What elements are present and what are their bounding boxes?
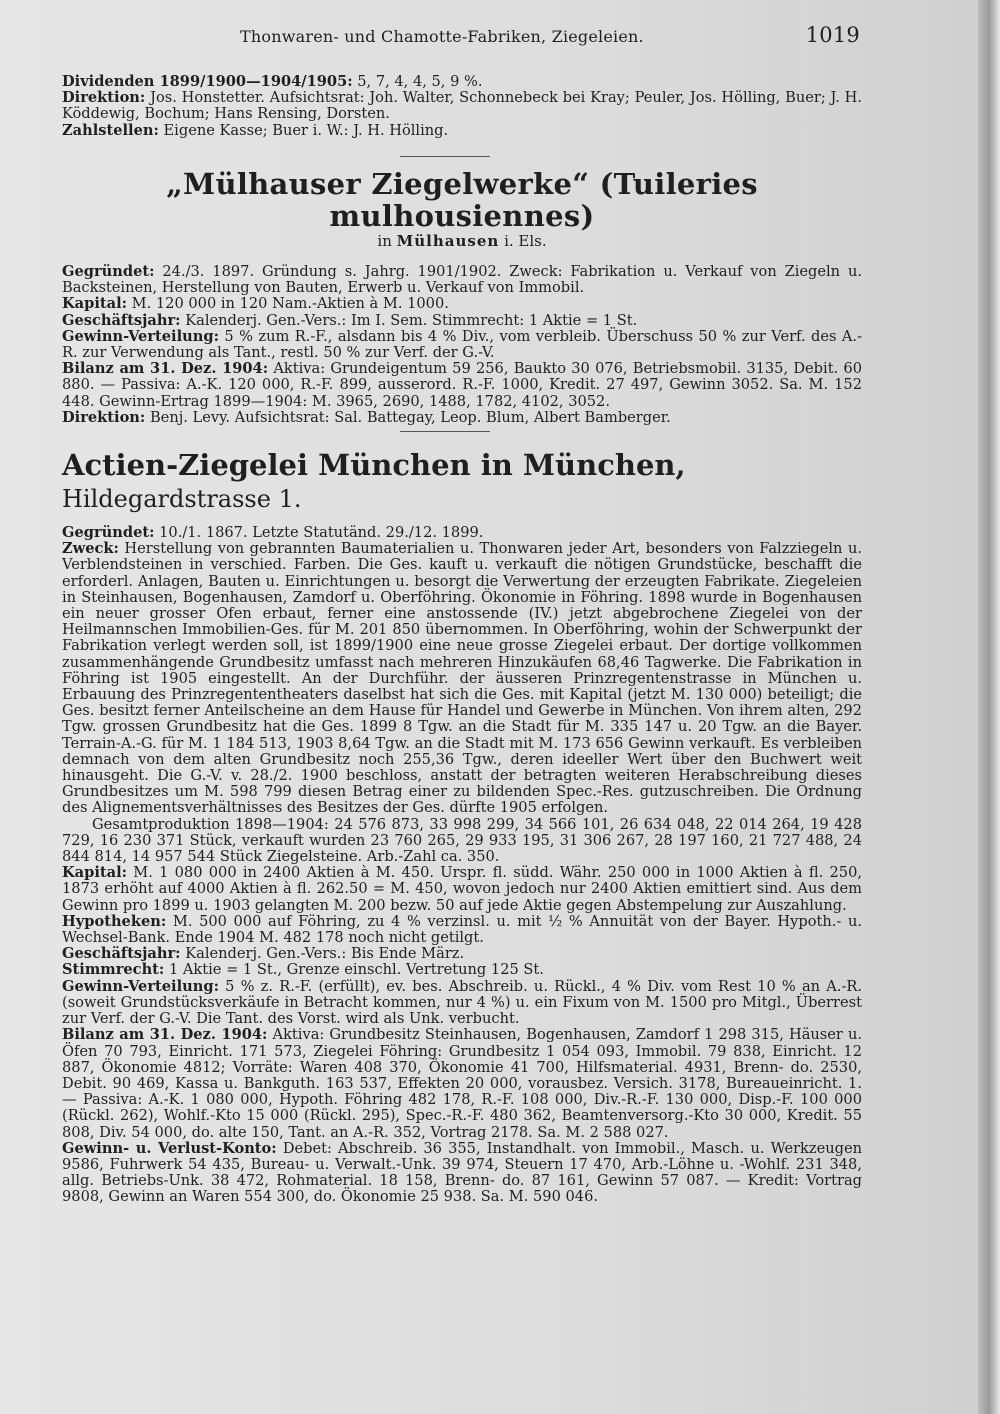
field-text: Aktiva: Grundeigentum 59 256, Baukto 30 076, Betriebsmobil. 3135, Debit. 60 880. — Passiva: A.-K. 120 000, R.-F. 899, ausserord. R.-F. 1000, Kredit. 27 497, Gewinn 3052. Sa. M. 152 448. Gewinn-Ertrag 1899—1904: M. 3965, 2690, 1488, 1782, 4102, 3052. <box>62 360 863 410</box>
field-text: M. 500 000 auf Föhring, zu 4 % verzinsl. u. mit ½ % Annuität von der Bayer. Hypoth.- u. Wechsel-Bank. Ende 1904 M. 482 178 noch nicht getilgt. <box>62 912 862 947</box>
company-title: „Mülhauser Ziegelwerke“ (Tuileries mulhousiennes) <box>166 167 758 233</box>
location-suffix: i. Els. <box>504 232 547 250</box>
location-city: Mülhausen <box>396 232 500 250</box>
field-text: 1 Aktie = 1 St., Grenze einschl. Vertretung 125 St. <box>168 961 544 979</box>
paragraph <box>62 525 862 541</box>
page-number: 1019 <box>805 23 860 47</box>
field-text: 24./3. 1897. Gründung s. Jahrg. 1901/1902. Zweck: Fabrikation u. Verkauf von Ziegeln u. Backsteinen, Herstellung von Bauten, Erwerb u. Verkauf von Immobil. <box>62 263 863 297</box>
field-text: Kalenderj. Gen.-Vers.: Im I. Sem. Stimmrecht: 1 Aktie = 1 St. <box>185 311 638 329</box>
paragraph <box>62 541 862 816</box>
location-prefix: in <box>377 232 392 250</box>
field-text: M. 1 080 000 in 2400 Aktien à M. 450. Urspr. fl. südd. Währ. 250 000 in 1000 Aktien à fl. 250, 1873 erhöht auf 4000 Aktien à fl. 262.50 = M. 450, wovon jedoch nur 2400 Aktien emittiert sind. Aus dem Gewinn pro 1899 u. 1903 gelangten M. 200 bezw. 50 auf jede Aktie gegen Abstempelung zur Auszahlung. <box>62 864 862 914</box>
field-text: Gesamtproduktion 1898—1904: 24 576 873, 33 998 299, 34 566 101, 26 634 048, 22 014 264, 19 428 729, 16 230 371 Stück, verkauft wurden 23 760 265, 29 933 195, 31 306 267, 28 197 160, 21 727 488, 24 844 814, 14 957 544 Stück Ziegelsteine. Arb.-Zahl ca. 350. <box>62 815 862 866</box>
field-label: Gewinn-Verteilung: <box>62 977 219 995</box>
field-label: Geschäftsjahr: <box>62 311 181 329</box>
paragraph <box>62 296 862 312</box>
field-text: 5 % zum R.-F., alsdann bis 4 % Div., vom verbleib. Überschuss 50 % zur Verf. des A.-R. zur Verwendung als Tant., restl. 50 % zur Verf. der G.-V. <box>62 327 863 362</box>
field-text: Jos. Honstetter. Aufsichtsrat: Joh. Walter, Schonnebeck bei Kray; Peuler, Jos. Hölling, Buer; J. H. Köddewig, Bochum; Hans Rensing, Dorsten. <box>62 89 862 123</box>
field-label: Direktion: <box>62 408 146 426</box>
section-actien-ziegelei-muenchen <box>62 449 862 1206</box>
field-label: Zweck: <box>62 540 119 558</box>
paragraph <box>62 264 862 296</box>
field-text: Herstellung von gebrannten Baumaterialien u. Thonwaren jeder Art, besonders von Falzziegeln u. Verblendsteinen in verschied. Farben. Die Ges. kauft u. verkauft die nötigen Grundstücke, beschafft die erforderl. Anlagen, Bauten u. Einrichtungen u. besorgt die Verwertung der erzeugten Fabrikate. Ziegeleien in Steinhausen, Bogenhausen, Zamdorf u. Oberföhring. Ökonomie in Föhring. 1898 wurde in Bogenhausen ein neuer grosser Ofen erbaut, ferner eine anstossende (IV.) jetzt abgebrochene Ziegelei von der Heilmannschen Immobilien-Ges. für M. 201 850 übernommen. In Oberföhring, wohin der Schwerpunkt der Fabrikation verlegt werden soll, ist 1899/1900 eine neue grosse Ziegelei erbaut. Der dortige vollkommen zusammenhängende Grundbesitz umfasst nach mehreren Hinzukäufen 68,46 Tagwerke. Die Fabrikation in Föhring ist 1905 eingestellt. An der Durchführ. der äusseren Prinzregentenstrasse in München u. Erbauung des Prinzregententheaters daselbst hat sich die Ges. mit Kapital (jetzt M. 130 000) beteiligt; die Ges. besitzt ferner Anteilscheine an dem Hause für Handel und Gewerbe in München. Von ihrem alten, 292 Tgw. grossen Grundbesitz hat die Ges. 1899 8 Tgw. an die Stadt für M. 335 147 u. 20 Tgw. an die Bayer. Terrain-A.-G. für M. 1 184 513, 1903 8,64 Tgw. an die Stadt mit M. 173 656 Gewinn verkauft. Es verbleiben demnach von dem alten Grundbesitz noch 255,36 Tgw., deren ideeller Wert über den Buchwert weit hinausgeht. Die G.-V. v. 28./2. 1900 beschloss, anstatt der betragten weiteren Herabschreibung dieses Grundbesitzes um M. 598 799 diesen Betrag einer zu bildenden Spec.-Res. gutzuschreiben. Die Ordnung des Alignementsverhältnisses des Besitzes der Ges. dürfte 1905 erfolgen. <box>62 540 863 817</box>
paragraph <box>62 962 862 978</box>
field-label: Bilanz am 31. Dez. 1904: <box>62 1026 268 1044</box>
field-label: Bilanz am 31. Dez. 1904: <box>62 360 269 378</box>
page-edge <box>978 0 1000 1414</box>
paragraph <box>62 817 862 866</box>
field-text: Kalenderj. Gen.-Vers.: Bis Ende März. <box>185 945 465 963</box>
paragraph <box>62 90 862 122</box>
field-text: Benj. Levy. Aufsichtsrat: Sal. Battegay, Leop. Blum, Albert Bamberger. <box>149 408 671 426</box>
field-text: Eigene Kasse; Buer i. W.: J. H. Hölling. <box>163 121 449 139</box>
field-label: Gewinn-Verteilung: <box>62 327 219 345</box>
paragraph <box>62 914 862 946</box>
paragraph <box>62 865 862 914</box>
field-label: Hypotheken: <box>62 912 167 930</box>
paragraph <box>62 313 862 329</box>
paragraph <box>62 329 862 361</box>
paragraph <box>62 74 862 90</box>
company-name: Actien-Ziegelei München in München, <box>62 448 686 482</box>
paragraph <box>62 1027 862 1140</box>
field-label: Kapital: <box>62 864 128 882</box>
section-muelhauser-ziegelwerke <box>62 168 862 426</box>
section-divider <box>400 156 490 157</box>
section-continuation <box>62 74 862 139</box>
field-label: Stimmrecht: <box>62 961 165 979</box>
paragraph <box>62 123 862 139</box>
field-label: Gewinn- u. Verlust-Konto: <box>62 1139 277 1157</box>
paragraph <box>62 410 862 426</box>
paragraph <box>62 979 862 1028</box>
field-label: Kapital: <box>62 295 128 313</box>
field-text: M. 120 000 in 120 Nam.-Aktien à M. 1000. <box>131 295 449 313</box>
field-label: Direktion: <box>62 89 146 107</box>
paragraph <box>62 1141 862 1206</box>
field-text: Aktiva: Grundbesitz Steinhausen, Bogenhausen, Zamdorf 1 298 315, Häuser u. Öfen 70 793, Einricht. 171 573, Ziegelei Föhring: Grundbesitz 1 054 093, Immobil. 79 838, Einricht. 12 887, Ökonomie 4812; Vorräte: Waren 408 370, Ökonomie 41 700, Hilfsmaterial. 4931, Brenn- do. 2530, Debit. 90 469, Kassa u. Bankguth. 163 537, Effekten 20 000, vorausbez. Versich. 3178, Bureaueinricht. 1. — Passiva: A.-K. 1 080 000, Hypoth. Föhring 482 178, R.-F. 108 000, Div.-R.-F. 130 000, Disp.-F. 100 000 (Rückl. 262), Wohlf.-Kto 15 000 (Rückl. 295), Spec.-R.-F. 480 362, Beamtenversorg.-Kto 30 000, Kredit. 55 808, Div. 54 000, do. alte 150, Tant. an A.-R. 352, Vortrag 2178. Sa. M. 2 588 027. <box>62 1026 863 1141</box>
field-text: 10./1. 1867. Letzte Statutänd. 29./12. 1899. <box>159 524 484 541</box>
field-text: Debet: Abschreib. 36 355, Instandhalt. von Immobil., Masch. u. Werkzeugen 9586, Fuhrwerk 54 435, Bureau- u. Verwalt.-Unk. 39 974, Steuern 17 470, Arb.-Löhne u. -Wohlf. 231 348, allg. Betriebs-Unk. 38 472, Rohmaterial. 18 158, Brenn- do. 87 161, Gewinn 57 087. — Kredit: Vortrag 9808, Gewinn an Waren 554 300, do. Ökonomie 25 938. Sa. M. 590 046. <box>62 1139 862 1206</box>
field-text: 5 % z. R.-F. (erfüllt), ev. bes. Abschreib. u. Rückl., 4 % Div. vom Rest 10 % an A.-R. (soweit Grundstücksverkäufe in Betracht kommen, nur 4 %) u. ein Fixum von M. 1500 pro Mitgl., Überrest zur Verf. der G.-V. Die Tant. des Vorst. wird als Unk. verbucht. <box>62 977 863 1028</box>
field-text: 5, 7, 4, 4, 5, 9 %. <box>357 73 483 90</box>
field-label: Gegründet: <box>62 524 155 541</box>
section-divider <box>400 431 490 432</box>
field-label: Dividenden 1899/1900—1904/1905: <box>62 73 353 90</box>
paragraph <box>62 361 862 410</box>
field-label: Zahlstellen: <box>62 121 159 139</box>
company-address: Hildegardstrasse 1. <box>62 485 302 513</box>
company-title <box>62 449 862 515</box>
company-location <box>62 232 862 250</box>
paragraph <box>62 946 862 962</box>
field-label: Geschäftsjahr: <box>62 945 181 963</box>
field-label: Gegründet: <box>62 263 155 280</box>
running-title: Thonwaren- und Chamotte-Fabriken, Ziegeleien. <box>240 27 644 46</box>
